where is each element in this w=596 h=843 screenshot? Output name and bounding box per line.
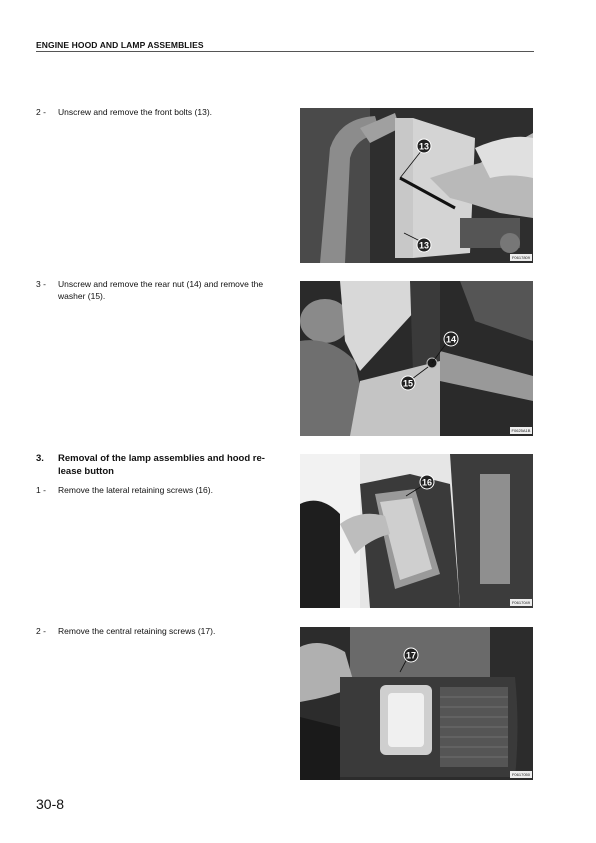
running-header: ENGINE HOOD AND LAMP ASSEMBLIES — [36, 40, 204, 50]
photo-front-bolts — [300, 108, 533, 263]
callout-17: 17 — [405, 650, 417, 661]
photo-code: F0617049 — [511, 600, 531, 605]
photo-rear-nut — [300, 281, 533, 436]
photo-code: F0617050 — [511, 772, 531, 777]
step-remove-front-bolts — [36, 107, 286, 119]
photo-lateral-screws — [300, 454, 533, 608]
page-number: 30-8 — [36, 796, 65, 812]
section-title: Removal of the lamp assemblies and hood re-lease button — [58, 453, 265, 477]
step-remove-rear-nut — [36, 279, 286, 302]
header-rule — [36, 51, 534, 52]
section-number: 3. — [36, 453, 44, 464]
step-remove-lateral-screws — [36, 485, 286, 497]
callout-15: 15 — [402, 378, 414, 389]
step-number: 2 - — [36, 626, 46, 636]
callout-14: 14 — [445, 334, 457, 345]
step-number: 2 - — [36, 107, 46, 117]
callout-16: 16 — [421, 477, 433, 488]
step-remove-central-screws — [36, 626, 286, 638]
step-text: Unscrew and remove the front bolts (13). — [58, 107, 213, 117]
step-text: Unscrew and remove the rear nut (14) and remove the washer (15). — [58, 279, 264, 301]
photo-code: F0617809 — [511, 255, 531, 260]
section-heading-lamp-removal — [36, 453, 286, 478]
step-text: Remove the central retaining screws (17). — [58, 626, 216, 636]
callout-13-bottom: 13 — [418, 240, 430, 251]
callout-13-top: 13 — [418, 141, 430, 152]
step-number: 1 - — [36, 485, 46, 495]
step-text: Remove the lateral retaining screws (16). — [58, 485, 213, 495]
step-number: 3 - — [36, 279, 46, 289]
photo-code: F0625A1B — [511, 428, 531, 433]
photo-central-screws — [300, 627, 533, 780]
